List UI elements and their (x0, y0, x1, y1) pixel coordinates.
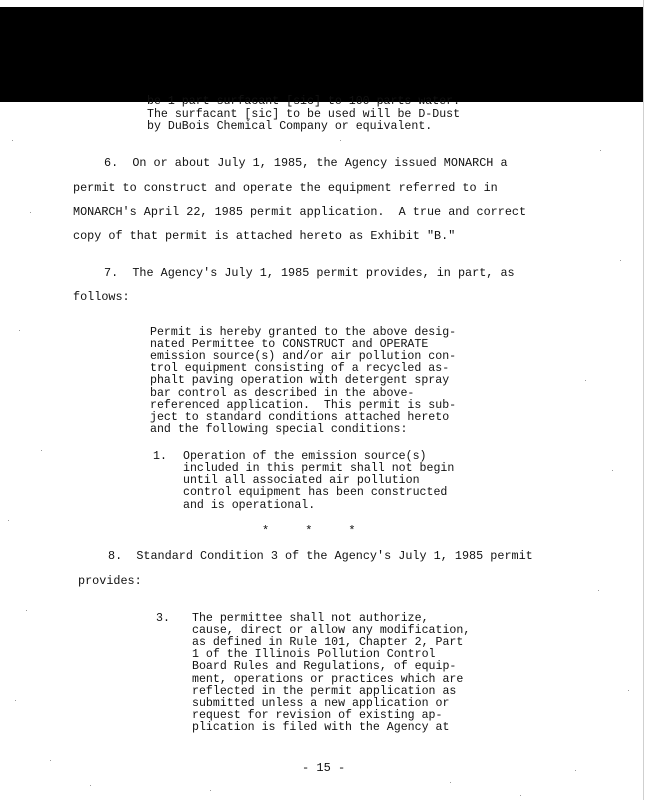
paragraph-6-line: copy of that permit is attached hereto as Exhibit "B." (73, 229, 456, 243)
condition-3-line: ment, operations or practices which are (192, 673, 464, 686)
permit-quote-line: nated Permittee to CONSTRUCT and OPERATE (150, 338, 429, 351)
special-condition-number: 1. (153, 450, 167, 463)
condition-3-line: plication is filed with the Agency at (192, 721, 450, 734)
special-condition-line: included in this permit shall not begin (183, 462, 455, 475)
section-separator: * * * (262, 524, 356, 538)
permit-quote-line: ject to standard conditions attached hereto (150, 411, 450, 424)
permit-quote-line: Permit is hereby granted to the above desig- (150, 326, 457, 339)
permit-quote-line: bar control as described in the above- (150, 387, 415, 400)
paragraph-8-line: provides: (78, 574, 142, 588)
condition-3-line: 1 of the Illinois Pollution Control (192, 648, 436, 661)
paragraph-6-line: 6. On or about July 1, 1985, the Agency issued MONARCH a (104, 156, 508, 170)
quote-line: The surfacant [sic] to be used will be D-Dust (147, 108, 461, 121)
paragraph-7-line: follows: (73, 290, 130, 304)
page-edge (643, 0, 644, 800)
condition-3-line: Board Rules and Regulations, of equip- (192, 660, 457, 673)
special-condition-line: Operation of the emission source(s) (183, 450, 427, 463)
quote-line: be 1 part surfacant [sic] to 100 parts water. (147, 95, 461, 108)
paragraph-8-line: 8. Standard Condition 3 of the Agency's July 1, 1985 permit (108, 549, 533, 563)
condition-3-number: 3. (156, 612, 170, 625)
condition-3-line: submitted unless a new application or (192, 697, 450, 710)
condition-3-line: reflected in the permit application as (192, 685, 457, 698)
paragraph-7-line: 7. The Agency's July 1, 1985 permit provides, in part, as (104, 266, 515, 280)
paragraph-6-line: MONARCH's April 22, 1985 permit application. A true and correct (73, 205, 527, 219)
condition-3-line: request for revision of existing ap- (192, 709, 443, 722)
special-condition-line: until all associated air pollution (183, 474, 420, 487)
paragraph-6-line: permit to construct and operate the equipment referred to in (73, 181, 498, 195)
condition-3-line: as defined in Rule 101, Chapter 2, Part (192, 636, 464, 649)
condition-3-line: cause, direct or allow any modification, (192, 624, 471, 637)
permit-quote-line: and the following special conditions: (150, 423, 408, 436)
permit-quote-line: trol equipment consisting of a recycled as- (150, 362, 450, 375)
page-number: - 15 - (302, 761, 346, 775)
condition-3-line: The permittee shall not authorize, (192, 612, 429, 625)
permit-quote-line: emission source(s) and/or air pollution con- (150, 350, 457, 363)
special-condition-line: control equipment has been constructed (183, 486, 448, 499)
special-condition-line: and is operational. (183, 499, 316, 512)
permit-quote-line: referenced application. This permit is sub- (150, 399, 457, 412)
redacted-header-block (0, 7, 643, 102)
permit-quote-line: phalt paving operation with detergent spray (150, 374, 450, 387)
quote-line: by DuBois Chemical Company or equivalent. (147, 120, 433, 133)
